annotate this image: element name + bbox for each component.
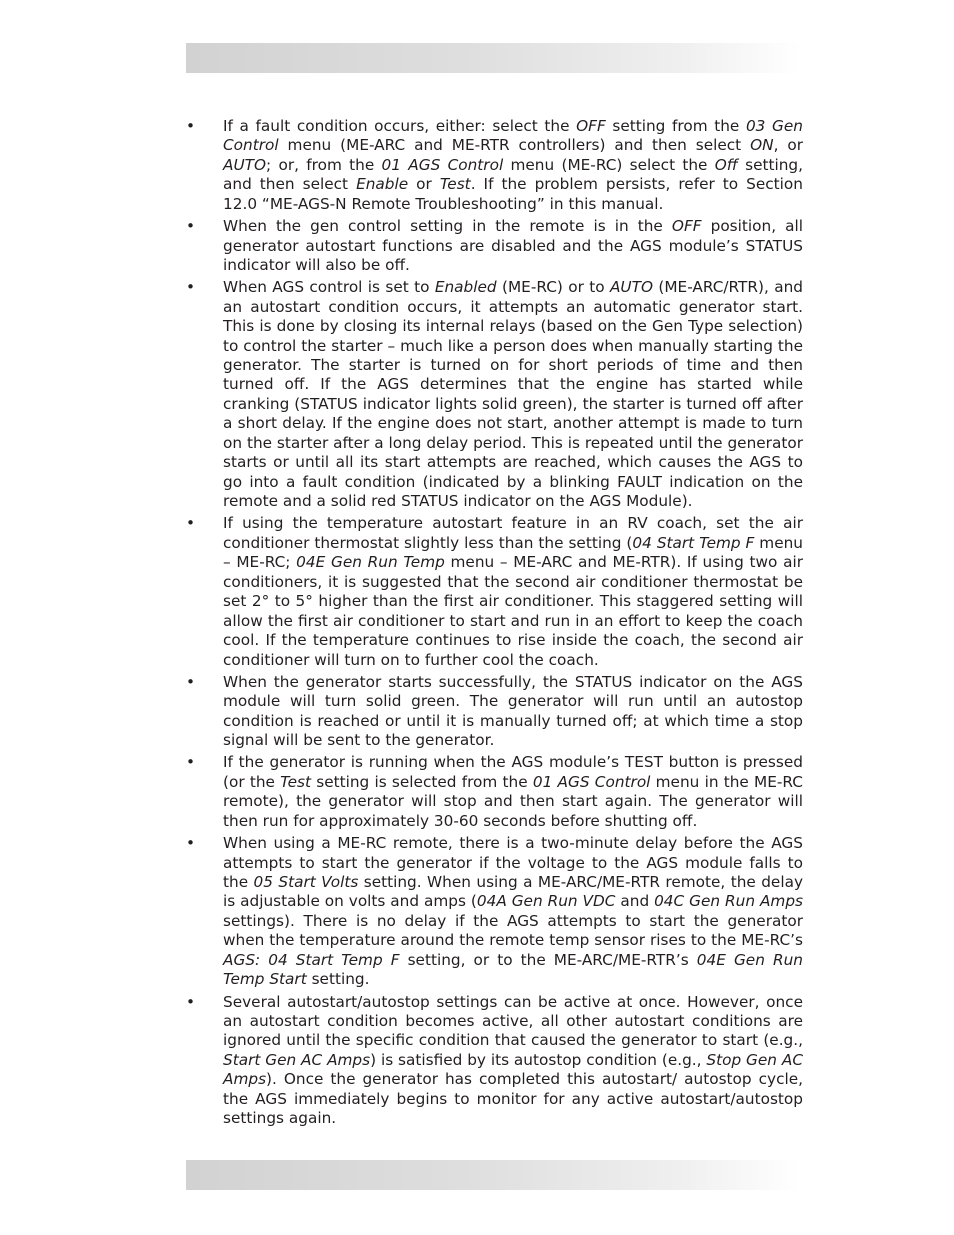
text-run: setting, or to the ME-ARC/ME-RTR’s — [399, 950, 697, 969]
setting-name: 05 Start Volts — [253, 873, 359, 891]
list-item — [186, 753, 803, 831]
setting-name: 04C Gen Run Amps — [654, 892, 803, 911]
list-item — [186, 278, 803, 511]
text-run: (ME-ARC/RTR), and an autostart condition occurs, it attempts an automatic generator start. This is done by closing its internal relays (based on the Gen Type selection) to control the starter – much like a person does when manually starting the generator. The starter is turned on for short periods of time and then turned off. If the AGS determines that the engine has started while cranking (STATUS indicator lights solid green), the starter is turned off after a short delay. If the engine does not start, another attempt is made to turn on the starter after a long delay period. This is repeated until the generator starts or until all its start attempts are reached, which causes the AGS to go into a fault condition (indicated by a blinking FAULT indication on the remote and a solid red STATUS indicator on the AGS Module). — [223, 278, 803, 511]
setting-name: Enable — [356, 175, 409, 194]
setting-name: 04A Gen Run VDC — [476, 892, 616, 911]
text-run: position, all generator autostart functions are disabled and the AGS module’s STATUS indicator will also be off. — [223, 217, 803, 274]
list-item — [186, 217, 803, 275]
text-run: (ME-RC) or to — [496, 278, 610, 297]
setting-name: 01 AGS Control — [381, 155, 504, 174]
text-run: ; or, from the — [266, 155, 382, 174]
setting-name: 01 AGS Control — [532, 772, 651, 791]
bullet-icon: • — [186, 834, 196, 853]
text-run: Several autostart/autostop settings can be active at once. However, once an autostart condition becomes active, all other autostart conditions are ignored until the specific condition that caused the generator to start (e.g., — [223, 992, 803, 1050]
bullet-icon: • — [186, 217, 196, 236]
bullet-icon: • — [186, 672, 196, 691]
text-run: menu – ME-ARC and ME-RTR). If using two air conditioners, it is suggested that the second air conditioner thermostat be set 2° to 5° higher than the first air conditioner. This staggered setting will allow the first air conditioner to start and run in an effort to keep the coach cool. If the temperature continues to rise inside the coach, the second air conditioner will turn on to further cool the coach. — [223, 553, 803, 669]
text-run: When AGS control is set to — [223, 278, 435, 297]
text-run: menu – ME-RC; — [223, 533, 804, 572]
setting-name: 04E Gen Run Temp — [296, 553, 445, 572]
setting-name: 04E Gen Run Temp Start — [223, 950, 803, 989]
footer-bar — [186, 1160, 801, 1190]
setting-name: OFF — [576, 117, 606, 135]
bullet-icon: • — [186, 514, 196, 533]
paragraph-text — [223, 117, 803, 214]
text-run: menu in the ME-RC remote), the generator will stop and then start again. The generator will then run for approximately 30-60 seconds before shutting off. — [223, 772, 803, 830]
text-run: When using a ME-RC remote, there is a two-minute delay before the AGS attempts to start the generator if the voltage to the AGS module falls to the — [223, 834, 803, 891]
text-run: When the generator starts successfully, the STATUS indicator on the AGS module will turn solid green. The generator will run until an autostop condition is reached or until it is manually turned off; at which time a stop signal will be sent to the generator. — [223, 672, 803, 750]
list-item — [186, 673, 803, 751]
text-run: ). Once the generator has completed this autostart/ autostop cycle, the AGS immediately begins to monitor for any active autostart/autostop settings again. — [223, 1070, 803, 1128]
setting-name: Off — [714, 155, 738, 174]
paragraph-text — [223, 834, 803, 990]
list-item — [186, 514, 803, 670]
text-run: When the gen control setting in the remote is in the — [223, 217, 672, 236]
setting-name: 03 Gen Control — [223, 117, 803, 155]
text-run: settings). There is no delay if the AGS attempts to start the generator when the temperature around the remote temp sensor rises to the ME-RC’s — [223, 911, 803, 950]
setting-name: AUTO — [223, 155, 267, 174]
setting-name: Start Gen AC Amps — [223, 1050, 371, 1069]
text-run: setting. — [306, 970, 370, 989]
text-run: setting, and then select — [223, 155, 803, 194]
paragraph-text — [223, 514, 803, 670]
setting-name: Test — [280, 772, 312, 791]
paragraph-text — [223, 993, 803, 1129]
list-item — [186, 117, 803, 214]
setting-name: Test — [439, 175, 471, 194]
paragraph-text — [223, 278, 803, 511]
bullet-icon: • — [186, 992, 196, 1011]
setting-name: AGS: 04 Start Temp F — [223, 950, 400, 969]
bullet-icon: • — [186, 278, 196, 297]
setting-name: Stop Gen AC Amps — [223, 1050, 804, 1089]
bullet-icon: • — [186, 117, 196, 135]
paragraph-text — [223, 753, 803, 831]
bullet-icon: • — [186, 753, 196, 772]
text-run: If using the temperature autostart feature in an RV coach, set the air conditioner thermostat slightly less than the setting ( — [223, 514, 803, 552]
list-item — [186, 993, 803, 1129]
bullet-list — [186, 117, 803, 1131]
setting-name: AUTO — [609, 278, 653, 297]
setting-name: ON — [750, 136, 774, 155]
setting-name: 04 Start Temp F — [632, 533, 755, 552]
text-run: menu (ME-RC) select the — [503, 155, 715, 174]
header-bar — [186, 43, 801, 73]
paragraph-text — [223, 673, 803, 751]
text-run: setting is selected from the — [311, 772, 533, 791]
setting-name: OFF — [671, 217, 702, 236]
text-run: . If the problem persists, refer to Section 12.0 “ME-AGS-N Remote Troubleshooting” in this manual. — [223, 175, 803, 213]
text-run: If the generator is running when the AGS module’s TEST button is pressed (or the — [223, 753, 803, 791]
text-run: and — [615, 892, 655, 911]
text-run: menu (ME-ARC and ME-RTR controllers) and then select — [278, 136, 751, 155]
text-run: or — [408, 175, 440, 194]
text-run: setting from the — [605, 117, 746, 135]
list-item — [186, 834, 803, 990]
setting-name: Enabled — [434, 278, 497, 297]
text-run: ) is satisfied by its autostop condition (e.g., — [370, 1050, 707, 1069]
text-run: , or — [773, 136, 803, 155]
text-run: If a fault condition occurs, either: select the — [223, 117, 577, 135]
paragraph-text — [223, 217, 803, 275]
text-run: setting. When using a ME-ARC/ME-RTR remote, the delay is adjustable on volts and amps ( — [223, 873, 804, 911]
